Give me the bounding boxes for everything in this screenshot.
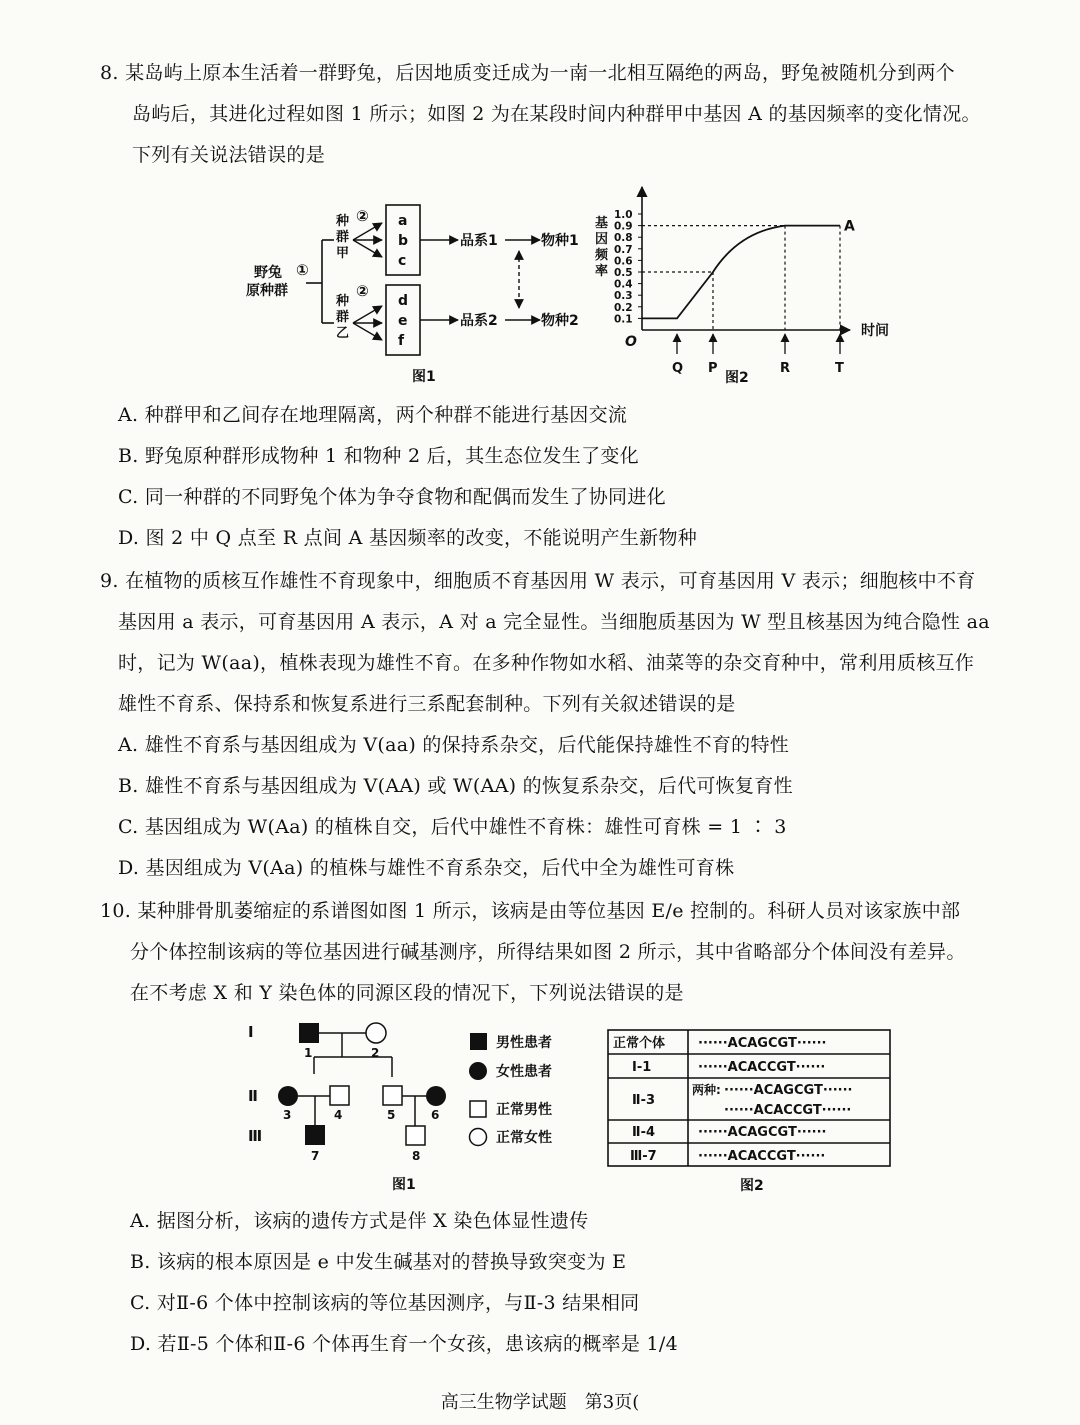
q8-option-d: D. 图 2 中 Q 点至 R 点间 A 基因频率的改变，不能说明产生新物种 xyxy=(118,527,698,549)
q9-option-a: A. 雄性不育系与基因组成为 V(aa) 的保持系杂交，后代能保持雄性不育的特性 xyxy=(118,734,790,756)
id-3: 3 xyxy=(283,1108,292,1122)
y-tick-label: 0.5 xyxy=(614,267,633,279)
q9-stem-line-2: 基因用 a 表示，可育基因用 A 表示，A 对 a 完全显性。当细胞质基因为 W 型且核基因为纯合隐性 aa xyxy=(118,611,990,633)
legend-normal-male-symbol xyxy=(470,1101,486,1117)
q10-stem-line-2: 分个体控制该病的等位基因进行碱基测序，所得结果如图 2 所示，其中省略部分个体间没有差异。 xyxy=(130,941,966,963)
row-seq-II-3-b: ······ACACCGT······ xyxy=(724,1103,852,1118)
pop-b-char-3: 乙 xyxy=(336,326,350,341)
row-seq-normal: ······ACAGCGT······ xyxy=(698,1036,827,1051)
species-2-label: 物种2 xyxy=(541,313,579,329)
q10-stem-line-3: 在不考虑 X 和 Y 染色体的同源区段的情况下，下列说法错误的是 xyxy=(130,982,684,1004)
row-label-normal: 正常个体 xyxy=(613,1036,666,1051)
box-a-item-3: c xyxy=(398,253,407,269)
individual-III-8-normal-male xyxy=(406,1126,425,1145)
q9-option-d: D. 基因组成为 V(Aa) 的植株与雄性不育系杂交，后代中全为雄性可育株 xyxy=(118,857,735,879)
fig1-caption: 图1 xyxy=(412,369,436,385)
q9-option-c: C. 基因组成为 W(Aa) 的植株自交，后代中雄性不育株：雄性可育株 = 1 ∶ 3 xyxy=(118,816,787,838)
individual-II-5-normal-male xyxy=(383,1086,402,1105)
species-1-label: 物种1 xyxy=(541,233,579,249)
row-seq-III-7: ······ACACCGT······ xyxy=(698,1149,826,1164)
q8-figure-2-chart xyxy=(585,182,895,390)
x-tick-label: P xyxy=(708,361,718,376)
q9-stem-line-1: 9. 在植物的质核互作雄性不育现象中，细胞质不育基因用 W 表示，可育基因用 V 表示；细胞核中不育 xyxy=(100,570,976,592)
x-axis-label: 时间 xyxy=(861,323,889,339)
fig2-caption: 图2 xyxy=(725,370,749,386)
origin-label: O xyxy=(625,334,637,350)
gen-label-3: Ⅲ xyxy=(248,1127,263,1145)
y-label-char: 率 xyxy=(595,264,609,279)
legend-affected-male-symbol xyxy=(470,1033,487,1050)
x-tick-label: R xyxy=(780,361,791,376)
q8-option-a: A. 种群甲和乙间存在地理隔离，两个种群不能进行基因交流 xyxy=(118,404,628,426)
box-b-item-2: e xyxy=(398,313,408,329)
box-a-item-2: b xyxy=(398,233,409,249)
pop-b-char-1: 种 xyxy=(336,294,350,309)
legend-affected-female-symbol xyxy=(469,1062,487,1080)
y-label-char: 因 xyxy=(595,232,609,247)
y-tick-label: 0.9 xyxy=(614,220,633,233)
q10-pedigree-figure xyxy=(240,1015,585,1195)
legend-affected-male: 男性患者 xyxy=(496,1035,552,1051)
series-a-line xyxy=(642,226,840,319)
y-tick-label: 0.1 xyxy=(614,313,633,326)
legend-normal-female: 正常女性 xyxy=(496,1130,552,1146)
pop-a-char-1: 种 xyxy=(336,214,350,229)
individual-II-4-normal-male xyxy=(330,1086,349,1105)
q9-stem-line-3: 时，记为 W(aa)，植株表现为雄性不育。在多种作物如水稻、油菜等的杂交育种中，常利用质核互作 xyxy=(118,652,975,674)
y-tick-label: 1.0 xyxy=(614,209,633,221)
row-seq-I-1: ······ACACCGT······ xyxy=(698,1060,826,1075)
row-seq-II-4: ······ACAGCGT······ xyxy=(698,1125,827,1140)
individual-I-1-affected-male xyxy=(299,1023,319,1043)
pop-b-char-2: 群 xyxy=(336,310,350,325)
individual-III-7-affected-male xyxy=(305,1125,325,1145)
gen-label-2: Ⅱ xyxy=(248,1087,258,1105)
individual-II-6-affected-female xyxy=(426,1086,446,1106)
q8-figure-1 xyxy=(240,195,600,390)
id-8: 8 xyxy=(412,1149,421,1163)
q10-option-c: C. 对Ⅱ-6 个体中控制该病的等位基因测序，与Ⅱ-3 结果相同 xyxy=(130,1292,640,1314)
y-tick-label: 0.6 xyxy=(614,255,633,268)
q10-option-b: B. 该病的根本原因是 e 中发生碱基对的替换导致突变为 E xyxy=(130,1251,627,1273)
q10-sequence-table xyxy=(606,1028,896,1196)
legend-normal-female-symbol xyxy=(470,1129,487,1146)
legend-affected-female: 女性患者 xyxy=(496,1064,552,1080)
box-b-item-1: d xyxy=(398,293,409,309)
page-footer: 高三生物学试题 第3页( xyxy=(440,1392,640,1413)
q8-option-c: C. 同一种群的不同野兔个体为争夺食物和配偶而发生了协同进化 xyxy=(118,486,666,508)
strain-2-label: 品系2 xyxy=(460,313,498,329)
y-label-char: 频 xyxy=(595,248,609,263)
id-5: 5 xyxy=(387,1108,396,1122)
step-2-mark-b: ② xyxy=(356,282,369,300)
pop-a-char-2: 群 xyxy=(336,230,350,245)
step-1-mark: ① xyxy=(296,261,309,279)
q10-option-d: D. 若Ⅱ-5 个体和Ⅱ-6 个体再生育一个女孩，患该病的概率是 1/4 xyxy=(130,1333,678,1355)
box-b-item-3: f xyxy=(398,333,405,349)
y-tick-label: 0.8 xyxy=(614,232,633,245)
id-6: 6 xyxy=(431,1108,440,1122)
x-tick-label: Q xyxy=(672,361,684,376)
y-tick-label: 0.7 xyxy=(614,243,633,256)
origin-label-2: 原种群 xyxy=(246,283,288,299)
id-4: 4 xyxy=(334,1108,343,1122)
q8-stem-line-1: 8. 某岛屿上原本生活着一群野兔，后因地质变迁成为一南一北相互隔绝的两岛，野兔被随机分到两个 xyxy=(100,62,955,84)
row-label-II-3: Ⅱ-3 xyxy=(632,1093,656,1108)
id-2: 2 xyxy=(371,1046,380,1060)
row-label-III-7: Ⅲ-7 xyxy=(630,1149,657,1164)
box-a-item-1: a xyxy=(398,213,408,229)
q8-stem-line-3: 下列有关说法错误的是 xyxy=(132,144,326,166)
y-tick-label: 0.3 xyxy=(614,290,633,303)
q9-stem-line-4: 雄性不育系、保持系和恢复系进行三系配套制种。下列有关叙述错误的是 xyxy=(118,693,736,715)
gen-label-1: Ⅰ xyxy=(248,1023,254,1041)
q10-option-a: A. 据图分析，该病的遗传方式是伴 X 染色体显性遗传 xyxy=(130,1210,589,1232)
pop-a-char-3: 甲 xyxy=(336,246,350,261)
individual-I-2-normal-female xyxy=(366,1023,386,1043)
series-a-label: A xyxy=(844,218,855,235)
q8-option-b: B. 野兔原种群形成物种 1 和物种 2 后，其生态位发生了变化 xyxy=(118,445,639,467)
step-2-mark-a: ② xyxy=(356,207,369,225)
row-seq-II-3-a: ······ACAGCGT······ xyxy=(724,1083,853,1098)
id-7: 7 xyxy=(311,1149,320,1163)
pedigree-caption: 图1 xyxy=(392,1177,416,1193)
y-tick-label: 0.4 xyxy=(614,278,633,291)
legend-normal-male: 正常男性 xyxy=(496,1102,552,1118)
q8-stem-line-2: 岛屿后，其进化过程如图 1 所示；如图 2 为在某段时间内种群甲中基因 A 的基因频率的变化情况。 xyxy=(132,103,981,125)
row-label-I-1: Ⅰ-1 xyxy=(632,1060,652,1075)
id-1: 1 xyxy=(304,1046,313,1060)
row-prefix-II-3: 两种: xyxy=(692,1083,721,1097)
row-label-II-4: Ⅱ-4 xyxy=(632,1125,656,1140)
table-caption: 图2 xyxy=(740,1178,764,1194)
q9-option-b: B. 雄性不育系与基因组成为 V(AA) 或 W(AA) 的恢复系杂交，后代可恢复育性 xyxy=(118,775,793,797)
x-tick-label: T xyxy=(835,361,844,376)
y-tick-label: 0.2 xyxy=(614,301,633,314)
individual-II-3-affected-female xyxy=(278,1086,298,1106)
origin-label-1: 野兔 xyxy=(254,265,282,281)
y-label-char: 基 xyxy=(595,216,609,231)
strain-1-label: 品系1 xyxy=(460,233,498,249)
q10-stem-line-1: 10. 某种腓骨肌萎缩症的系谱图如图 1 所示，该病是由等位基因 E/e 控制的。科研人员对该家族中部 xyxy=(100,900,961,922)
